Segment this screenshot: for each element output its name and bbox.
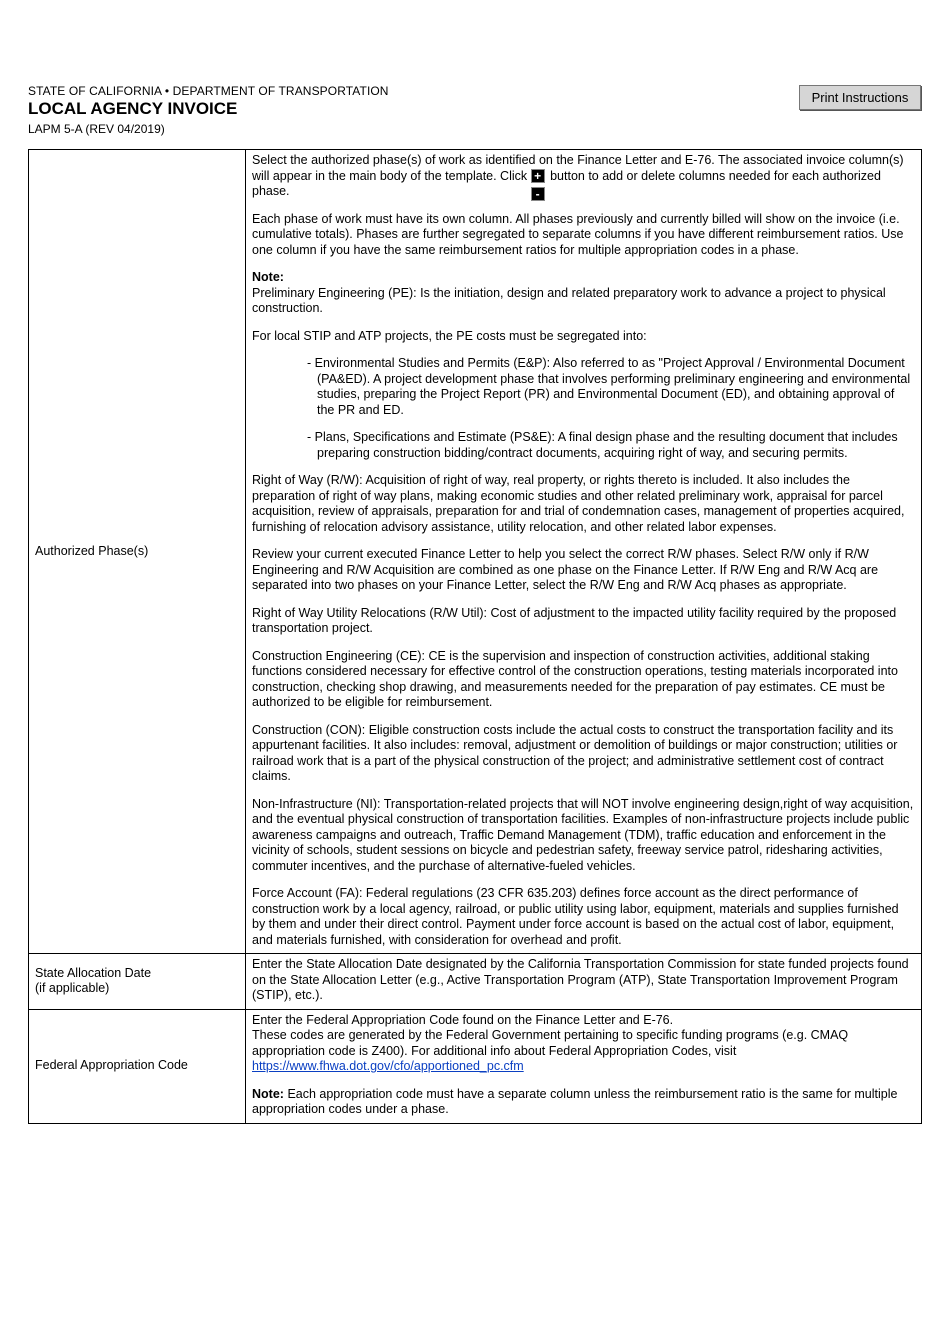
form-number: LAPM 5-A (REV 04/2019): [28, 122, 165, 136]
agency-name: STATE OF CALIFORNIA • DEPARTMENT OF TRANSPORTATION: [28, 84, 389, 98]
note-label: Note:: [252, 270, 284, 284]
ni-paragraph: Non-Infrastructure (NI): Transportation-related projects that will NOT involve engineering design,right of way acquisition, and the eventual physical construction of transportation facilities. Examples of non-infrastructure projects include public awareness campaigns and outreach, Traffic Demand Management (TDM), traffic education and enforcement in the vicinity of schools, student sessions on bicycle and pedestrian safety, freeway service patrol, ridesharing activities, commuter incentives, and the purchase of alternative-fueled vehicles.: [252, 796, 914, 873]
federal-appropriation-description: [246, 1009, 922, 1123]
instructions-table: [28, 149, 922, 1124]
ep-paragraph: - Environmental Studies and Permits (E&P): Also referred to as "Project Approval / Environmental Document (PA&ED). A project development phase that involves performing preliminary engineering and environmental studies, preparing the Project Report (PR) and Environmental Document (ED), and obtaining approval of the PR and ED.: [307, 356, 911, 417]
note-paragraph: Note: Preliminary Engineering (PE): Is the initiation, design and related preparatory work to advance a project to physical construction.: [252, 270, 886, 315]
instruction-paragraph: Each phase of work must have its own column. All phases previously and currently billed will show on the invoice (i.e. cumulative totals). Phases are further segregated to separate columns if you have different reimbursement ratios. Use one column if you have the same reimbursement ratios for multiple appropriation codes in a phase.: [252, 211, 904, 257]
authorized-phases-label: Authorized Phase(s): [29, 150, 246, 954]
rw-paragraph: Right of Way (R/W): Acquisition of right of way, real property, or rights thereto is included. It also includes the preparation of right of way plans, making economic studies and other related preliminary work, appraisal for parcel acquisition, review of appraisals, preparation for and trial of condemnation cases, management of properties acquired, furnishing of relocation advisory assistance, utility relocation, and other related labor expenses.: [252, 473, 905, 534]
note-label: Note:: [252, 1086, 284, 1101]
review-paragraph: Review your current executed Finance Letter to help you select the correct R/W phases. Select R/W only if R/W Engineering and R/W Acquisition are combined as one phase on the Finance Letter. If R/W Eng and R/W Acq are separated into two phases on your Finance Letter, select the R/W Eng and R/W Acq phases as appropriate.: [252, 547, 879, 592]
instruction-paragraph: Enter the Federal Appropriation Code found on the Finance Letter and E-76. These codes are generated by the Federal Government pertaining to specific funding programs (e.g. CMAQ appropriation code is Z400). For additional info about Federal Appropriation Codes, visit https://www.fhwa.dot.gov/cfo/apportioned_pc.cfm: [252, 1012, 849, 1073]
form-title: LOCAL AGENCY INVOICE: [28, 99, 238, 118]
ce-paragraph: Construction Engineering (CE): CE is the supervision and inspection of construction activities, additional staking functions considered necessary for effective control of the construction operations, testing materials incorporated into construction, checking shop drawing, and measurements needed for the preparation of pay estimates. CE must be authorized to be eligible for reimbursement.: [252, 648, 898, 709]
add-column-icon[interactable]: +: [531, 169, 545, 183]
print-instructions-button[interactable]: Print Instructions: [799, 85, 921, 110]
con-paragraph: Construction (CON): Eligible construction costs include the actual costs to construct the transportation facility and its appurtenant facilities. It also includes: removal, adjustment or demolition of buildings or major construction; utilities or railroad work that is a part of the physical construction of the project; and administrative settlement cost of contract claims.: [252, 722, 898, 783]
note-paragraph: Note: Each appropriation code must have a separate column unless the reimbursement ratio is the same for multiple appropriation codes under a phase.: [252, 1086, 898, 1116]
instruction-paragraph: For local STIP and ATP projects, the PE costs must be segregated into:: [252, 328, 647, 343]
state-allocation-label: State Allocation Date (if applicable): [29, 954, 246, 1010]
add-delete-column-buttons: [531, 168, 547, 201]
delete-column-icon[interactable]: -: [531, 187, 545, 201]
instruction-paragraph: Select the authorized phase(s) of work as identified on the Finance Letter and E-76. The associated invoice column(s) will appear in the main body of the template. Click + - button to add or delete columns needed for each authorized phase.: [252, 153, 904, 201]
federal-appropriation-label: Federal Appropriation Code: [29, 1009, 246, 1123]
table-row: [29, 1009, 922, 1123]
fhwa-link[interactable]: https://www.fhwa.dot.gov/cfo/apportioned_pc.cfm: [252, 1059, 524, 1073]
pse-paragraph: - Plans, Specifications and Estimate (PS&E): A final design phase and the resulting document that includes preparing construction bidding/contract documents, acquiring right of way, and securing permits.: [307, 430, 898, 460]
fa-paragraph: Force Account (FA): Federal regulations (23 CFR 635.203) defines force account as the direct performance of construction work by a local agency, railroad, or public utility using labor, equipment, materials and supplies furnished by them and under their direct control. Payment under force account is based on the actual cost of labor, equipment, and materials furnished, with consideration for overhead and profit.: [252, 886, 899, 947]
rw-util-paragraph: Right of Way Utility Relocations (R/W Util): Cost of adjustment to the impacted utility facility required by the proposed transportation project.: [252, 605, 897, 635]
authorized-phases-description: [246, 150, 922, 954]
state-allocation-description: Enter the State Allocation Date designated by the California Transportation Commission for state funded projects found on the State Allocation Letter (e.g., Active Transportation Program (ATP), State Transportation Improvement Program (STIP), etc.).: [246, 954, 922, 1010]
table-row: [29, 954, 922, 1010]
table-row: [29, 150, 922, 954]
